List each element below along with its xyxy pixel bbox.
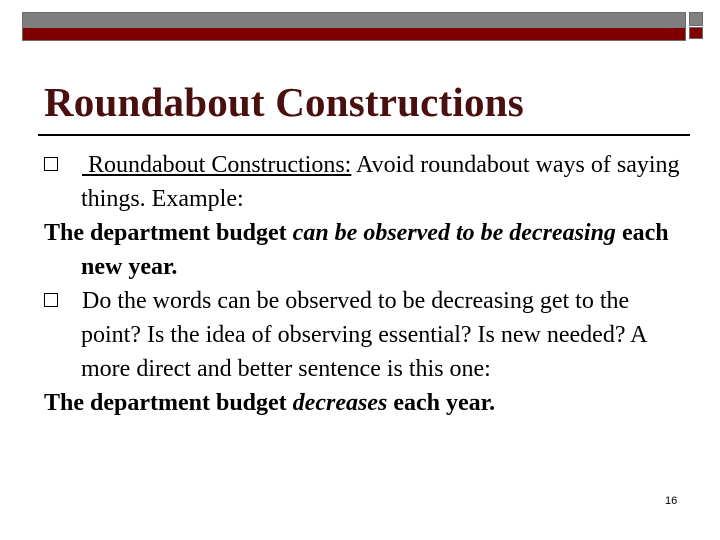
- paragraph-text: Do the words can be observed to be decreasing get to the point? Is the idea of observing essential? Is new needed? A more direct and better sentence is this one:: [81, 288, 647, 382]
- corner-square-gray: [689, 12, 703, 26]
- lead-term: Roundabout Constructions:: [82, 152, 352, 178]
- slide-body: [44, 148, 694, 420]
- paragraph-text: Avoid roundabout ways of saying things. Example:: [81, 152, 680, 212]
- top-decorative-bar: [22, 12, 686, 41]
- square-bullet-icon: [44, 157, 58, 171]
- example-sentence-1: [44, 216, 694, 284]
- slide-title: Roundabout Constructions: [44, 79, 524, 125]
- title-underline-rule: [38, 134, 690, 136]
- top-accent-band: [23, 28, 685, 40]
- sentence-part: The department budget: [44, 220, 293, 246]
- sentence-part: The department budget: [44, 390, 293, 416]
- sentence-italic-part: decreases: [292, 390, 388, 416]
- page-number: 16: [665, 495, 678, 507]
- example-sentence-2: [44, 386, 694, 420]
- bullet-paragraph-1: [44, 148, 694, 216]
- bullet-paragraph-2: [44, 284, 694, 386]
- sentence-part: each new year.: [81, 220, 669, 280]
- sentence-part: each year.: [387, 390, 496, 416]
- corner-square-red: [689, 27, 703, 39]
- sentence-italic-part: can be observed to be decreasing: [292, 220, 616, 246]
- square-bullet-icon: [44, 293, 58, 307]
